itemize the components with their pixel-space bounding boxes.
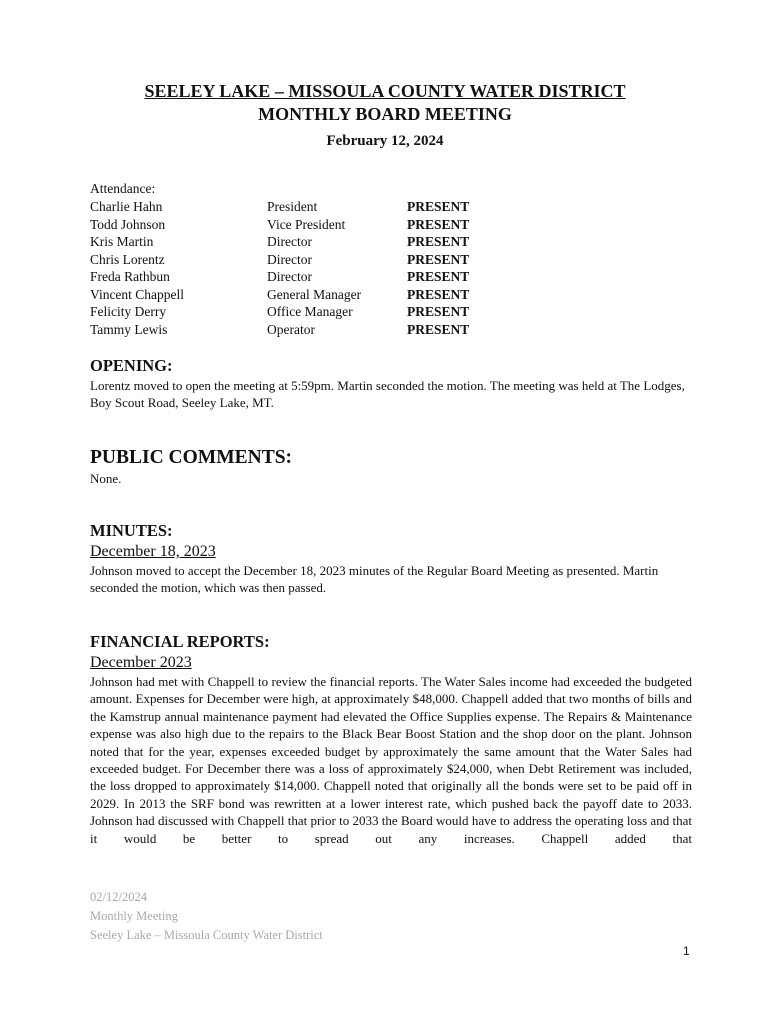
attendance-row: [90, 233, 610, 251]
attendance-row: [90, 251, 610, 269]
attendance-section: [90, 180, 610, 338]
attendee-status: PRESENT: [407, 269, 470, 284]
attendee-role: President: [267, 199, 318, 214]
public-comments-body: None.: [90, 471, 122, 486]
attendee-status: PRESENT: [407, 251, 470, 267]
attendee-name: Vincent Chappell: [90, 286, 185, 302]
opening-section: [90, 355, 692, 412]
document-subtitle: MONTHLY BOARD MEETING: [258, 104, 512, 124]
attendee-role: General Manager: [267, 286, 362, 302]
financial-heading: FINANCIAL REPORTS:: [90, 632, 270, 651]
attendee-name: Charlie Hahn: [90, 199, 163, 214]
attendance-row: [90, 198, 610, 216]
minutes-body: Johnson moved to accept the December 18, 2023 minutes of the Regular Board Meeting as presented. Martin seconded the motion, which was then passed.: [90, 563, 659, 596]
meeting-date: February 12, 2024: [326, 133, 444, 149]
attendee-name: Tammy Lewis: [90, 321, 168, 337]
attendee-role: Director: [267, 251, 312, 267]
footer-meeting: Monthly Meeting: [90, 909, 178, 923]
attendee-role: Director: [267, 269, 312, 284]
attendance-label: Attendance:: [90, 181, 156, 196]
document-header: [0, 80, 770, 151]
financial-subheading: December 2023: [90, 654, 192, 671]
attendee-name: Chris Lorentz: [90, 251, 165, 267]
attendee-name: Felicity Derry: [90, 304, 167, 319]
document-title: SEELEY LAKE – MISSOULA COUNTY WATER DISTRICT: [144, 81, 626, 101]
attendee-name: Kris Martin: [90, 234, 154, 249]
footer-organization: Seeley Lake – Missoula County Water District: [90, 928, 323, 942]
financial-section: [90, 631, 692, 847]
attendance-row: [90, 268, 610, 286]
attendee-role: Operator: [267, 321, 315, 337]
page-number: 1: [683, 944, 690, 958]
attendee-name: Freda Rathbun: [90, 269, 170, 284]
attendee-status: PRESENT: [407, 199, 470, 214]
attendee-role: Vice President: [267, 216, 346, 232]
attendee-status: PRESENT: [407, 234, 470, 249]
attendee-name: Todd Johnson: [90, 216, 166, 232]
attendance-row: [90, 321, 610, 339]
opening-heading: OPENING:: [90, 356, 173, 375]
page-footer: [90, 888, 323, 945]
attendee-role: Office Manager: [267, 304, 353, 319]
public-comments-heading: PUBLIC COMMENTS:: [90, 447, 293, 468]
attendee-status: PRESENT: [407, 304, 470, 319]
attendee-status: PRESENT: [407, 321, 470, 337]
footer-date: 02/12/2024: [90, 890, 147, 904]
attendance-row: [90, 216, 610, 234]
opening-body: Lorentz moved to open the meeting at 5:59pm. Martin seconded the motion. The meeting was held at The Lodges, Boy Scout Road, Seeley Lake, MT.: [90, 378, 685, 411]
financial-body: Johnson had met with Chappell to review the financial reports. The Water Sales income had exceeded the budgeted amount. Expenses for December were high, at approximately $48,000. Chappell added that two months of bills and the Kamstrup annual maintenance payment had elevated the Office Supplies expense. The Repairs & Maintenance expense was also high due to the repairs to the Black Bear Boost Station and the shop door on the plant. Johnson noted that for the year, expenses exceeded budget by approximately the same amount that the Water Sales had exceeded budget. For December there was a loss of approximately $24,000, when Debt Retirement was included, the loss dropped to approximately $14,000. Chappell noted that originally all the bonds were set to be paid off in 2029. In 2013 the SRF bond was rewritten at a lower interest rate, which pushed back the payoff date to 2033. Johnson had discussed with Chappell that prior to 2033 the Board would have to address the operating loss and that it would be better to spread out any increases. Chappell added that: [90, 674, 692, 846]
attendance-row: [90, 303, 610, 321]
attendee-role: Director: [267, 234, 312, 249]
attendee-status: PRESENT: [407, 216, 470, 232]
minutes-heading: MINUTES:: [90, 521, 173, 540]
attendee-status: PRESENT: [407, 286, 470, 302]
public-comments-section: [90, 445, 692, 487]
minutes-subheading: December 18, 2023: [90, 543, 216, 560]
attendance-row: [90, 286, 610, 304]
minutes-section: [90, 520, 692, 597]
